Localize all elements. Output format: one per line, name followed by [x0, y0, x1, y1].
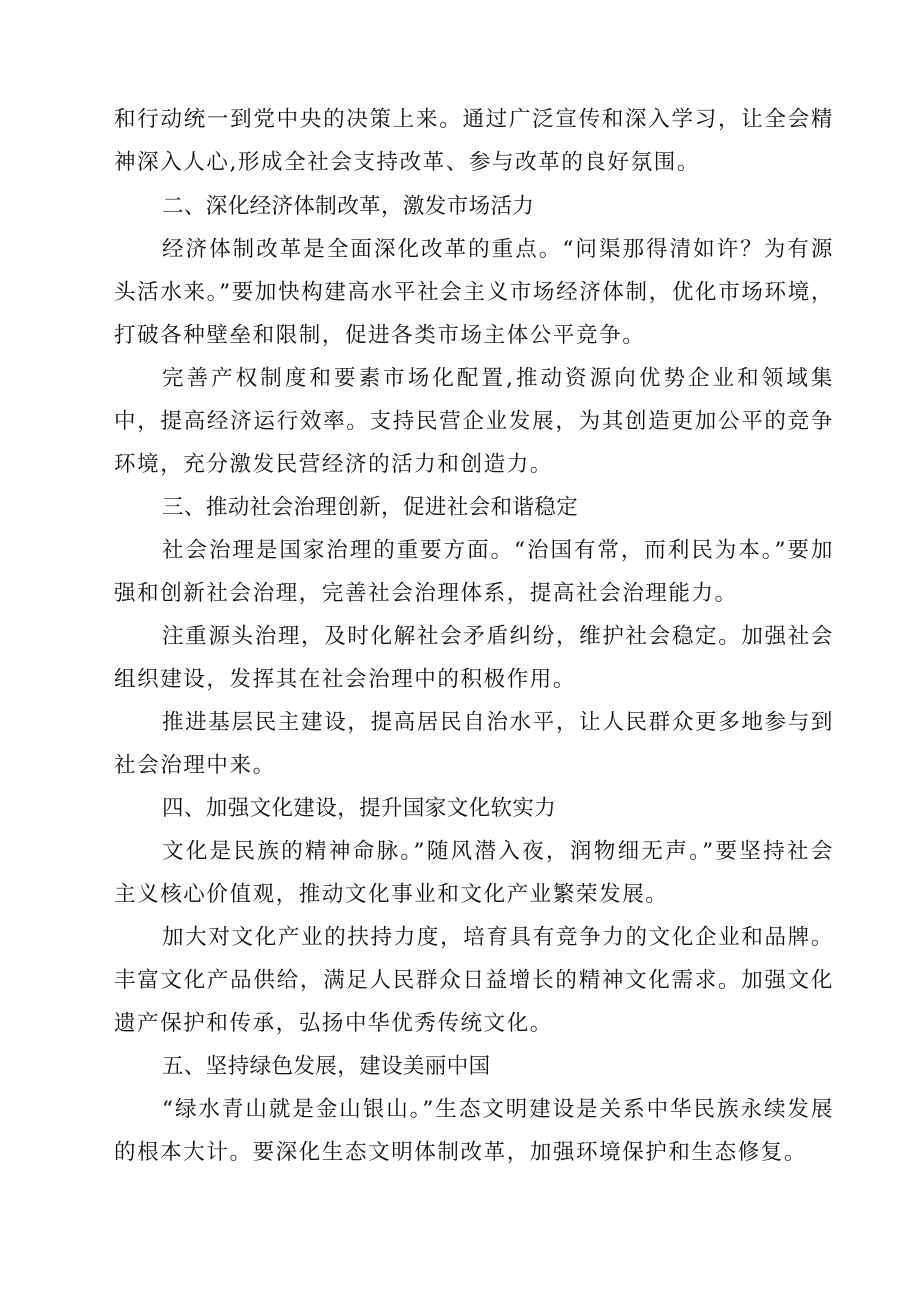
- section-heading-4: 四、加强文化建设，提升国家文化软实力: [162, 796, 557, 821]
- paragraph-grassroots-democracy: 推进基层民主建设，提高居民自治水平，让人民群众更多地参与到社会治理中来。: [114, 710, 834, 778]
- paragraph-social-governance: 社会治理是国家治理的重要方面。“治国有常，而利民为本。”要加强和创新社会治理，完善社会治理体系，提高社会治理能力。: [114, 538, 834, 606]
- paragraph-cultural-industry: 加大对文化产业的扶持力度，培育具有竞争力的文化企业和品牌。丰富文化产品供给，满足人民群众日益增长的精神文化需求。加强文化遗产保护和传承，弘扬中华优秀传统文化。: [114, 925, 834, 1036]
- section-heading-5: 五、坚持绿色发展，建设美丽中国: [162, 1054, 491, 1079]
- section-heading-2: 二、深化经济体制改革，激发市场活力: [162, 194, 535, 219]
- paragraph-source-governance: 注重源头治理，及时化解社会矛盾纠纷，维护社会稳定。加强社会组织建设，发挥其在社会治理中的积极作用。: [114, 624, 834, 692]
- paragraph-economic-reform: 经济体制改革是全面深化改革的重点。“问渠那得清如许？为有源头活水来。”要加快构建高水平社会主义市场经济体制，优化市场环境，打破各种壁垒和限制，促进各类市场主体公平竞争。: [114, 237, 834, 348]
- section-heading-3: 三、推动社会治理创新，促进社会和谐稳定: [162, 495, 579, 520]
- paragraph-intro-continuation: 和行动统一到党中央的决策上来。通过广泛宣传和深入学习，让全会精神深入人心,形成全社会支持改革、参与改革的良好氛围。: [114, 107, 834, 175]
- paragraph-culture: 文化是民族的精神命脉。”随风潜入夜，润物细无声。”要坚持社会主义核心价值观，推动文化事业和文化产业繁荣发展。: [114, 839, 834, 907]
- paragraph-property-rights: 完善产权制度和要素市场化配置,推动资源向优势企业和领域集中，提高经济运行效率。支持民营企业发展，为其创造更加公平的竞争环境，充分激发民营经济的活力和创造力。: [114, 366, 834, 477]
- paragraph-green-development: “绿水青山就是金山银山。”生态文明建设是关系中华民族永续发展的根本大计。要深化生态文明体制改革，加强环境保护和生态修复。: [114, 1097, 834, 1165]
